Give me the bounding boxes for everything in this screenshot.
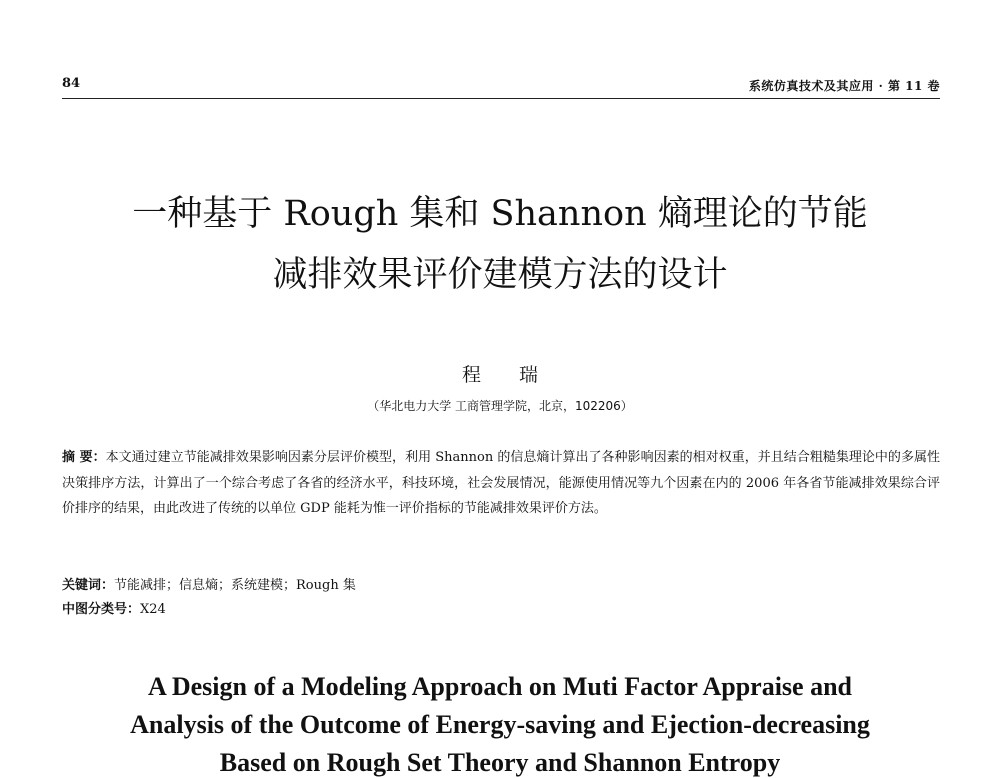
classification-number — [62, 598, 940, 617]
running-header — [62, 76, 940, 99]
title-cn-line-1: 一种基于 Rough 集和 Shannon 熵理论的节能 — [132, 194, 868, 234]
keywords-label: 关键词： — [62, 578, 115, 593]
title-en-line-2: Analysis of the Outcome of Energy-saving and Ejection-decreasing — [130, 710, 870, 739]
title-en-line-3: Based on Rough Set Theory and Shannon Entropy — [219, 748, 781, 777]
author-name: 程 瑞 — [461, 364, 555, 386]
title-cn-line-2: 减排效果评价建模方法的设计 — [272, 255, 728, 295]
abstract-label: 摘 要： — [62, 450, 106, 465]
classification-label: 中图分类号： — [62, 602, 141, 617]
title-en-line-1: A Design of a Modeling Approach on Muti Factor Appraise and — [148, 672, 852, 701]
classification-text: X24 — [140, 602, 166, 617]
keywords — [62, 574, 940, 593]
keywords-text: 节能减排；信息熵；系统建模；Rough 集 — [114, 578, 356, 593]
abstract — [62, 445, 940, 522]
journal-name: 系统仿真技术及其应用 · 第 11 卷 — [748, 79, 940, 93]
abstract-text: 本文通过建立节能减排效果影响因素分层评价模型，利用 Shannon 的信息熵计算出了各种影响因素的相对权重，并且结合粗糙集理论中的多属性决策排序方法，计算出了一个综合考虑了各省的经济水平，科技环境，社会发展情况，能源使用情况等九个因素在内的 2006 年各省节能减排效果综合评价排序的结果，由此改进了传统的以单位 GDP 能耗为惟一评价指标的节能减排效果评价方法。 — [62, 450, 940, 516]
page-number: 84 — [62, 76, 81, 91]
author-affiliation: （华北电力大学 工商管理学院，北京，102206） — [367, 399, 633, 413]
